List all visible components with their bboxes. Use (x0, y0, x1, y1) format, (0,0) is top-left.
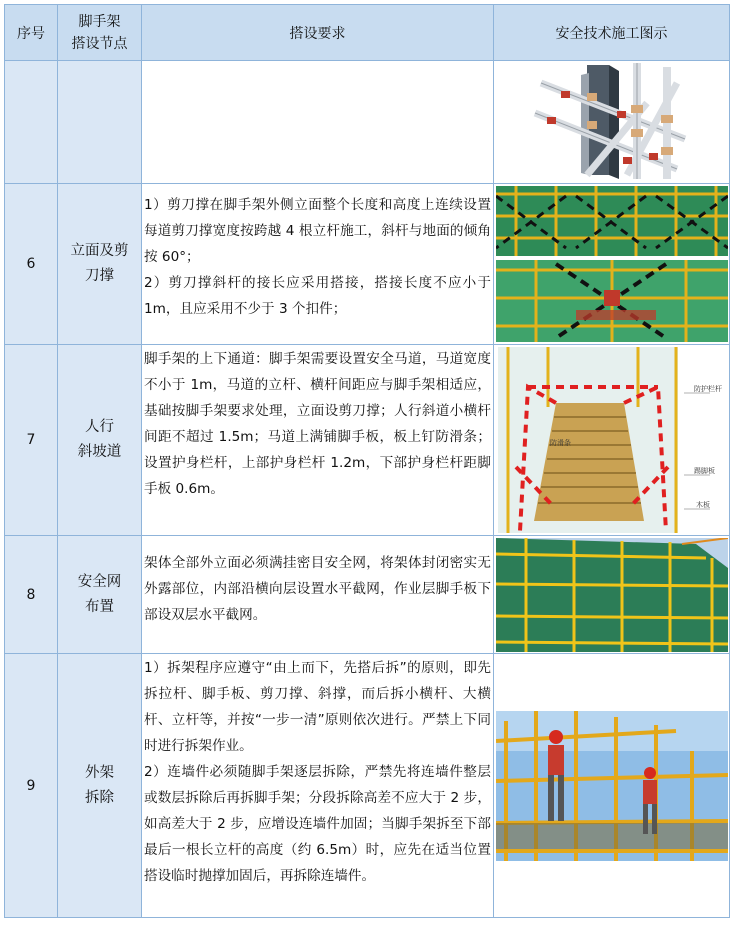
row-requirement (142, 61, 494, 184)
scissor-brace-photos-icon (496, 186, 728, 342)
toe-board-label: 踢脚板 (693, 467, 715, 475)
table-row (5, 345, 730, 536)
plank-label: 木板 (695, 501, 710, 509)
table-header-row (5, 5, 730, 61)
row-index: 6 (5, 184, 58, 345)
row-node: 安全网 布置 (58, 536, 142, 654)
row-index: 8 (5, 536, 58, 654)
workers-dismantling-photo-icon (496, 711, 728, 861)
row-index: 7 (5, 345, 58, 536)
scaffold-spec-table (4, 4, 730, 918)
guardrail-label: 防护栏杆 (693, 385, 722, 393)
table-row (5, 61, 730, 184)
safety-net-photo-icon (496, 538, 728, 652)
row-illustration (494, 61, 730, 184)
row-illustration (494, 654, 730, 918)
row-illustration (494, 536, 730, 654)
row-requirement: 1）拆架程序应遵守“由上而下，先搭后拆”的原则，即先拆拉杆、脚手板、剪刀撑、斜撑，而后拆小横杆、大横杆、立杆等，并按“一步一清”原则依次进行。严禁上下同时进行拆架作业。 2）连墙件必须随脚手架逐层拆除，严禁先将连墙件整层或数层拆除后再拆脚手架；分段拆除高差不应大于 2 步，如高差大于 2 步，应增设连墙件加固；当脚手架拆至下部最后一根长立杆的高度（约 6.5m）时，应先在适当位置搭设临时抛撑加固后，再拆除连墙件。 (142, 654, 494, 918)
row-requirement: 架体全部外立面必须满挂密目安全网，将架体封闭密实无外露部位，内部沿横向层设置水平截网，作业层脚手板下部设双层水平截网。 (142, 536, 494, 654)
anti-slip-label: 防滑条 (549, 439, 571, 447)
row-illustration (494, 184, 730, 345)
row-node: 外架 拆除 (58, 654, 142, 918)
row-requirement: 脚手架的上下通道：脚手架需要设置安全马道，马道宽度不小于 1m，马道的立杆、横杆间距应与脚手架相适应，基础按脚手架要求处理，立面设剪刀撑；人行斜道小横杆间距不超过 1.5m；马道上满铺脚手板，板上钉防滑条；设置护身栏杆，上部护身栏杆 1.2m，下部护身栏杆距脚手板 0.6m。 (142, 345, 494, 536)
scaffold-clamp-3d-render-icon (527, 63, 697, 181)
row-index (5, 61, 58, 184)
row-node: 立面及剪 刀撑 (58, 184, 142, 345)
row-node: 人行 斜坡道 (58, 345, 142, 536)
header-index: 序号 (5, 5, 58, 61)
row-requirement: 1）剪刀撑在脚手架外侧立面整个长度和高度上连续设置每道剪刀撑宽度按跨越 4 根立杆施工，斜杆与地面的倾角按 60°； 2）剪刀撑斜杆的接长应采用搭接，搭接长度不应小于 1m，且应采用不少于 3 个扣件； (142, 184, 494, 345)
header-illustration: 安全技术施工图示 (494, 5, 730, 61)
row-index: 9 (5, 654, 58, 918)
ramp-diagram-icon (498, 347, 726, 533)
header-requirement: 搭设要求 (142, 5, 494, 61)
table-row (5, 536, 730, 654)
row-illustration (494, 345, 730, 536)
row-node (58, 61, 142, 184)
table-row (5, 654, 730, 918)
table-row (5, 184, 730, 345)
header-node: 脚手架 搭设节点 (58, 5, 142, 61)
